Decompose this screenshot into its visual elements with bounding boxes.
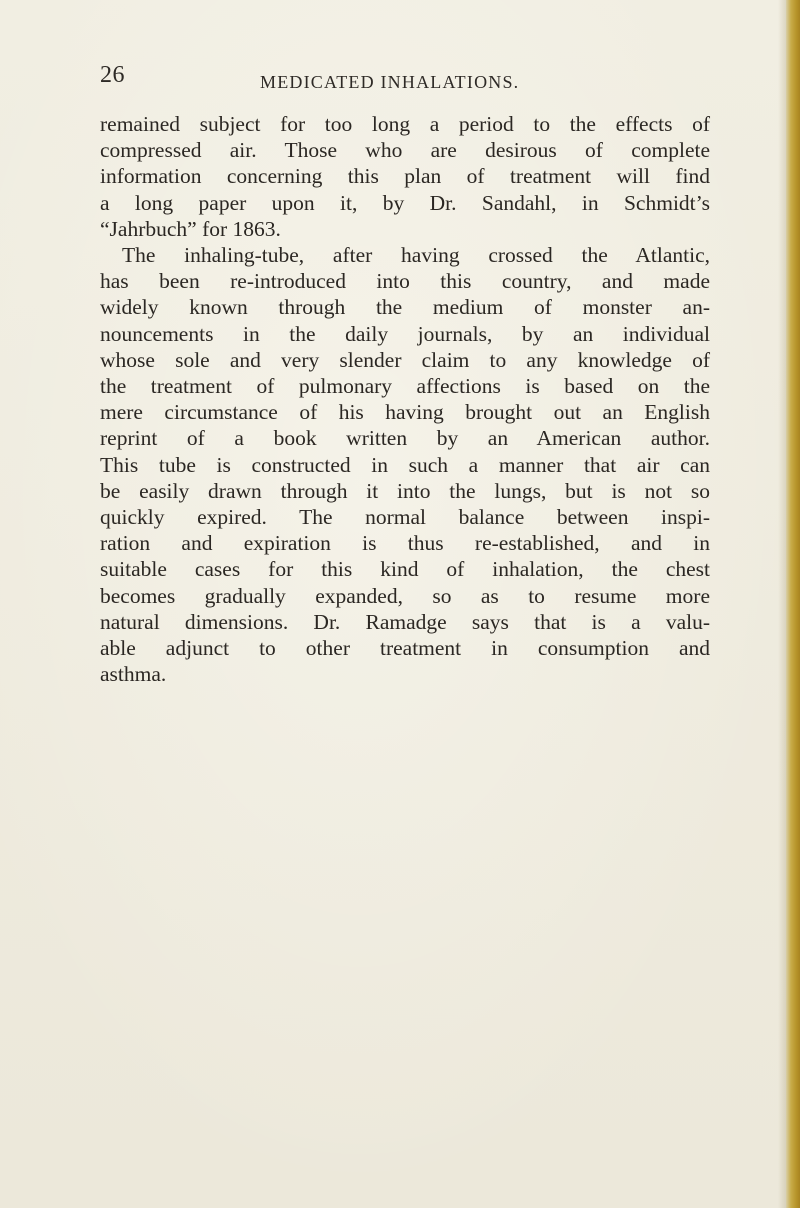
- binding-shadow: [778, 0, 786, 1208]
- text-line: becomes gradually expanded, so as to resume more: [100, 583, 710, 608]
- text-line: compressed air. Those who are desirous of complete: [100, 138, 710, 163]
- text-line: information concerning this plan of treatment will find: [100, 164, 710, 189]
- text-line: suitable cases for this kind of inhalation, the chest: [100, 557, 710, 582]
- body-text: [100, 111, 710, 687]
- text-line: mere circumstance of his having brought out an English: [100, 400, 710, 425]
- text-line: The inhaling-tube, after having crossed the Atlantic,: [122, 243, 710, 268]
- page-header: [100, 60, 710, 100]
- text-line: This tube is constructed in such a manner that air can: [100, 452, 710, 477]
- text-line: the treatment of pulmonary affections is based on the: [100, 374, 710, 399]
- text-line: reprint of a book written by an American author.: [100, 426, 710, 451]
- text-line: widely known through the medium of monster an-: [100, 295, 710, 320]
- text-line: “Jahrbuch” for 1863.: [100, 216, 281, 241]
- running-head: MEDICATED INHALATIONS.: [260, 72, 520, 92]
- page-number: 26: [100, 62, 125, 88]
- binding-edge: [786, 0, 800, 1208]
- text-line: whose sole and very slender claim to any knowledge of: [100, 347, 710, 372]
- text-line: asthma.: [100, 662, 167, 687]
- text-line: be easily drawn through it into the lungs, but is not so: [100, 478, 710, 503]
- text-line: nouncements in the daily journals, by an individual: [100, 321, 710, 346]
- text-line: ration and expiration is thus re-established, and in: [100, 531, 710, 556]
- text-line: remained subject for too long a period to the effects of: [100, 112, 710, 136]
- text-line: able adjunct to other treatment in consumption and: [100, 636, 710, 661]
- text-line: has been re-introduced into this country, and made: [100, 269, 710, 294]
- text-line: natural dimensions. Dr. Ramadge says that is a valu-: [100, 609, 710, 634]
- text-line: a long paper upon it, by Dr. Sandahl, in Schmidt’s: [100, 190, 710, 215]
- text-line: quickly expired. The normal balance between inspi-: [100, 505, 710, 530]
